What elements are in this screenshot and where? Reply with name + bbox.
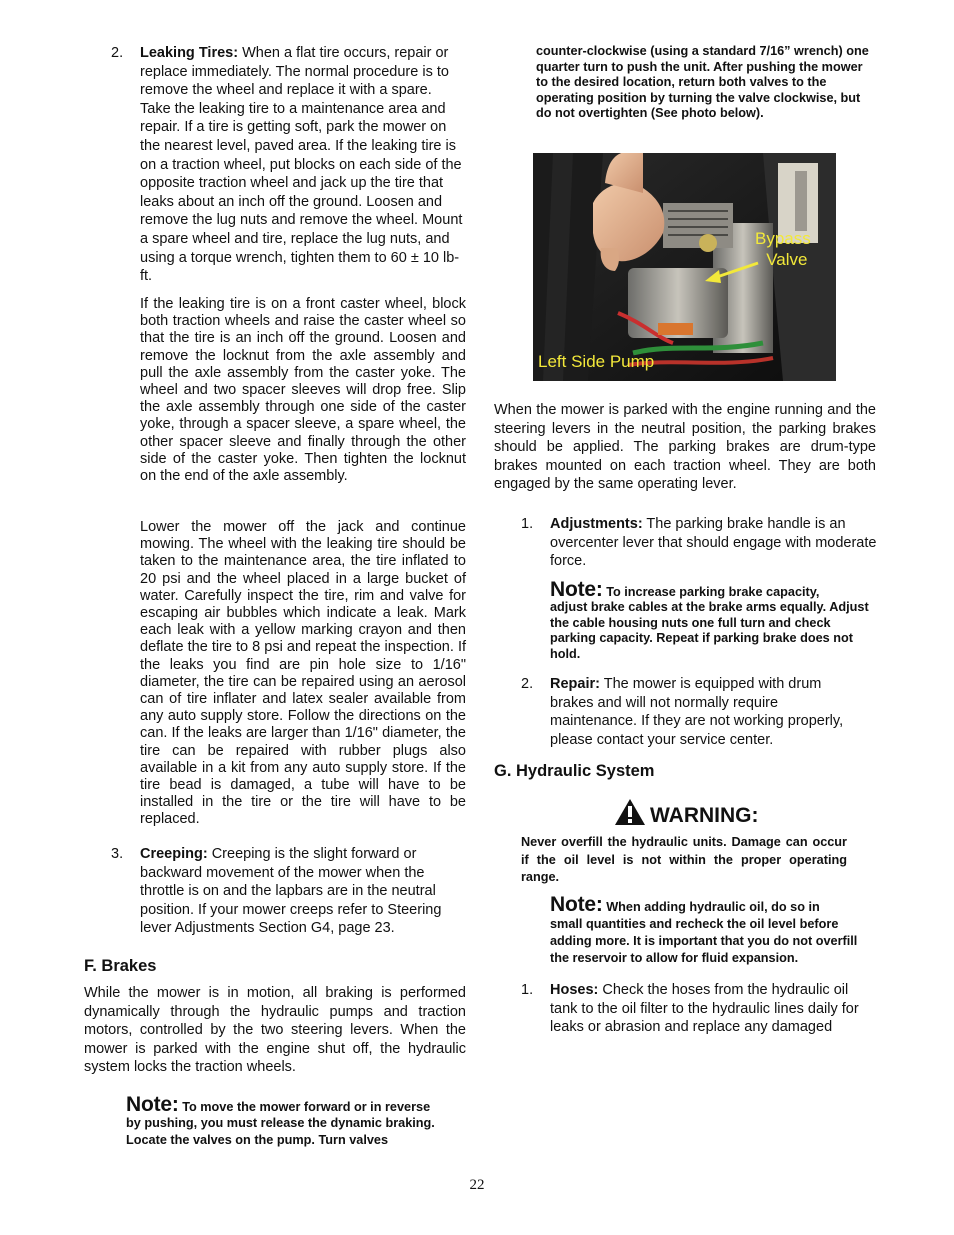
note-parking-valves [126,1093,466,1149]
lower-mower-paragraph: Lower the mower off the jack and continue mowing. The wheel with the leaking tire should be taken to the maintenance area, the tire inflated to 20 psi and the wheel placed in a large bucket of water. Carefully inspect the tire, rim and valve for escaping air bubbles which indicate a leak. Mark each leak with a yellow marking crayon and then deflate the tire to 8 psi and repeat the inspection. If the leaks you find are pin hole size to 1/16" diameter, the tire can be repaired using an aerosol can of tire inflater and latex sealer available from any auto supply store. Follow the directions on the can. If the leaks are larger than 1/16" diameter, the tire can be repaired with rubber plugs also available in a kit from any auto supply store. If the tire bead is damaged, a tube will have to be installed in the tire or the tire will have to be replaced. [140,519,466,828]
warning-text: Never overfill the hydraulic units. Damage can occur if the oil level is not within the proper operating range. [521,835,847,885]
repair-text: The mower is equipped with drum brakes and will not normally require maintenance. If they are not working properly, please contact your service center. [550,676,844,748]
warning-title: WARNING: [650,804,759,827]
hoses-paragraph [550,981,876,1037]
note-label: Note: [126,1093,179,1116]
adjustments-paragraph [550,515,878,571]
bypass-label [755,228,811,270]
leaking-tires-label: Leaking Tires: [140,45,239,61]
item-number: 1. [521,982,534,998]
item-number: 1. [521,516,534,532]
warning-triangle-icon [614,798,646,831]
note-text: adjust brake cables at the brake arms equally. Adjust the cable housing nuts one full turn and check parking capacity. Repeat if parking brake does not hold. [550,600,869,661]
note-text: by pushing, you must release the dynamic braking. Locate the valves on the pump. Turn valves [126,1116,435,1148]
note-text: small quantities and recheck the oil level before adding more. It is important that you do not overfill the reservoir to allow for fluid expansion. [550,917,858,966]
adjustments-text: The parking brake handle is an overcenter lever that should engage with moderate force. [550,516,877,570]
leaking-tires-paragraph [140,44,465,286]
page-number: 22 [469,1177,485,1193]
hoses-label: Hoses: [550,982,599,998]
warning-header [614,798,759,831]
repair-label: Repair: [550,676,600,692]
bypass-label-line2: Valve [766,250,808,269]
item-number: 2. [521,676,534,692]
creeping-text: Creeping is the slight forward or backward movement of the mower when the throttle is on and the lapbars are in the neutral position. If your mower creeps refer to Steering lever Adjustments Section G4, page 23. [140,846,442,937]
leaking-tires-text: When a flat tire occurs, repair or replace immediately. The normal procedure is to remove the wheel and replace it with a spare. Take the leaking tire to a maintenance area and repair. If a tire is getting soft, park the mower on the nearest level, paved area. If the leaking tire is on a traction wheel, put blocks on each side of the opposite traction wheel and jack up the tire that leaks about an inch off the ground. Loosen and remove the lug nuts and remove the wheel. Mount a spare wheel and tire, replace the lug nuts, and using a torque wrench, tighten them to 60 ± 10 lb-ft. [140,45,463,285]
repair-paragraph [550,675,866,749]
item-number: 2. [111,45,124,61]
pump-label: Left Side Pump [538,352,655,371]
adjustments-label: Adjustments: [550,516,643,532]
note-hydraulic-oil [550,893,878,968]
brakes-heading: F. Brakes [84,957,157,975]
note-text: To increase parking brake capacity, [602,585,820,599]
bypass-label-line1: Bypass [755,229,811,248]
caster-wheel-paragraph: If the leaking tire is on a front caster wheel, block both traction wheels and raise the caster wheel so that the tire is an inch off the ground. Loosen and remove the locknut from the axle assembly and pull the axle assembly from the caster yoke. The wheel and two spacer sleeves will drop free. Slip the axle assembly through one side of the caster yoke, through a spacer sleeve, a spare wheel, the other spacer sleeve and finally through the other side of the caster yoke. Then tighten the locknut on the end of the axle assembly. [140,296,466,485]
note-label: Note: [550,578,603,601]
hoses-text: Check the hoses from the hydraulic oil tank to the oil filter to the hydraulic lines daily for leaks or abrasion and replace any damaged [550,982,859,1036]
brakes-paragraph: While the mower is in motion, all braking is performed dynamically through the hydraulic pumps and traction motors, controlled by the two steering levers. When the mower is parked with the engine shut off, the hydraulic system locks the traction wheels. [84,985,466,1076]
hydraulic-heading: G. Hydraulic System [494,762,655,780]
note-continuation: counter-clockwise (using a standard 7/16” wrench) one quarter turn to push the unit. After pushing the mower to the desired location, return both valves to the operating position by turning the valve clockwise, but do not overtighten (See photo below). [536,44,869,121]
parked-paragraph: When the mower is parked with the engine running and the steering levers in the neutral position, the parking brakes should be applied. The parking brakes are drum-type brakes mounted on each traction wheel. They are both engaged by the same operating lever. [494,402,876,493]
note-brake-capacity [550,578,876,662]
note-text: When adding hydraulic oil, do so in [602,900,820,914]
note-text: To move the mower forward or in reverse [178,1100,431,1114]
bypass-valve-photo [533,153,836,381]
item-number: 3. [111,846,124,862]
note-label: Note: [550,893,603,916]
creeping-paragraph [140,845,462,938]
creeping-label: Creeping: [140,846,208,862]
